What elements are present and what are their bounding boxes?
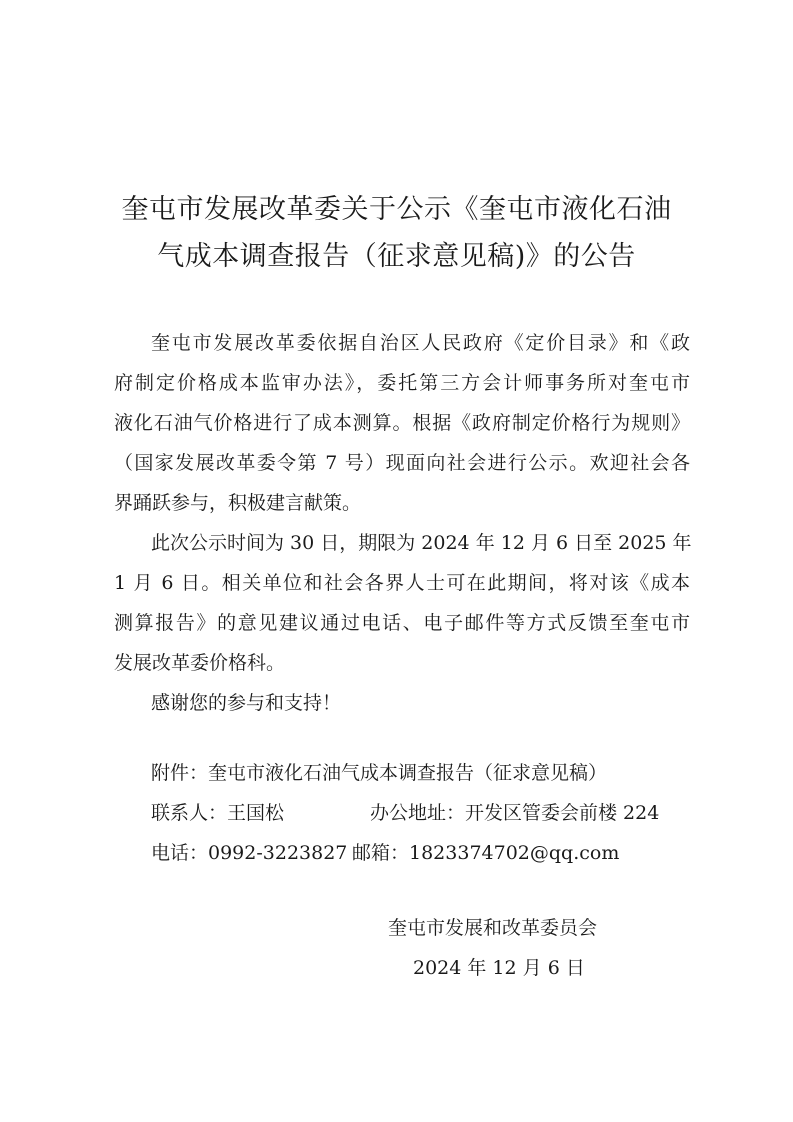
paragraph-2-line: 1 月 6 日。相关单位和社会各界人士可在此期间，将对该《成本 (114, 572, 690, 594)
contact-address: 办公地址：开发区管委会前楼 224 (370, 802, 660, 824)
paragraph-1-line: （国家发展改革委令第 7 号）现面向社会进行公示。欢迎社会各 (114, 452, 690, 474)
paragraph-1-line: 府制定价格成本监审办法》，委托第三方会计师事务所对奎屯市 (114, 372, 690, 394)
paragraph-1-line: 界踊跃参与，积极建言献策。 (114, 492, 362, 514)
document-title-line-1: 奎屯市发展改革委关于公示《奎屯市液化石油 (121, 194, 672, 225)
paragraph-1-line: 液化石油气价格进行了成本测算。根据《政府制定价格行为规则》 (114, 412, 690, 434)
contact-person: 联系人：王国松 (151, 802, 285, 824)
signature-date: 2024 年 12 月 6 日 (413, 957, 585, 979)
paragraph-2-line: 发展改革委价格科。 (114, 652, 286, 674)
document-title-line-2: 气成本调查报告（征求意见稿)》的公告 (157, 241, 636, 272)
contact-phone: 电话：0992-3223827 (151, 842, 348, 864)
contact-email: 邮箱：1823374702@qq.com (352, 842, 620, 864)
attachment-line: 附件：奎屯市液化石油气成本调查报告（征求意见稿） (151, 762, 608, 784)
paragraph-2-line: 测算报告》的意见建议通过电话、电子邮件等方式反馈至奎屯市 (114, 612, 690, 634)
paragraph-3-thanks: 感谢您的参与和支持！ (151, 692, 342, 714)
signature-organization: 奎屯市发展和改革委员会 (388, 917, 598, 939)
paragraph-2-line: 此次公示时间为 30 日，期限为 2024 年 12 月 6 日至 2025 年 (151, 532, 692, 554)
paragraph-1-line: 奎屯市发展改革委依据自治区人民政府《定价目录》和《政 (151, 332, 690, 354)
